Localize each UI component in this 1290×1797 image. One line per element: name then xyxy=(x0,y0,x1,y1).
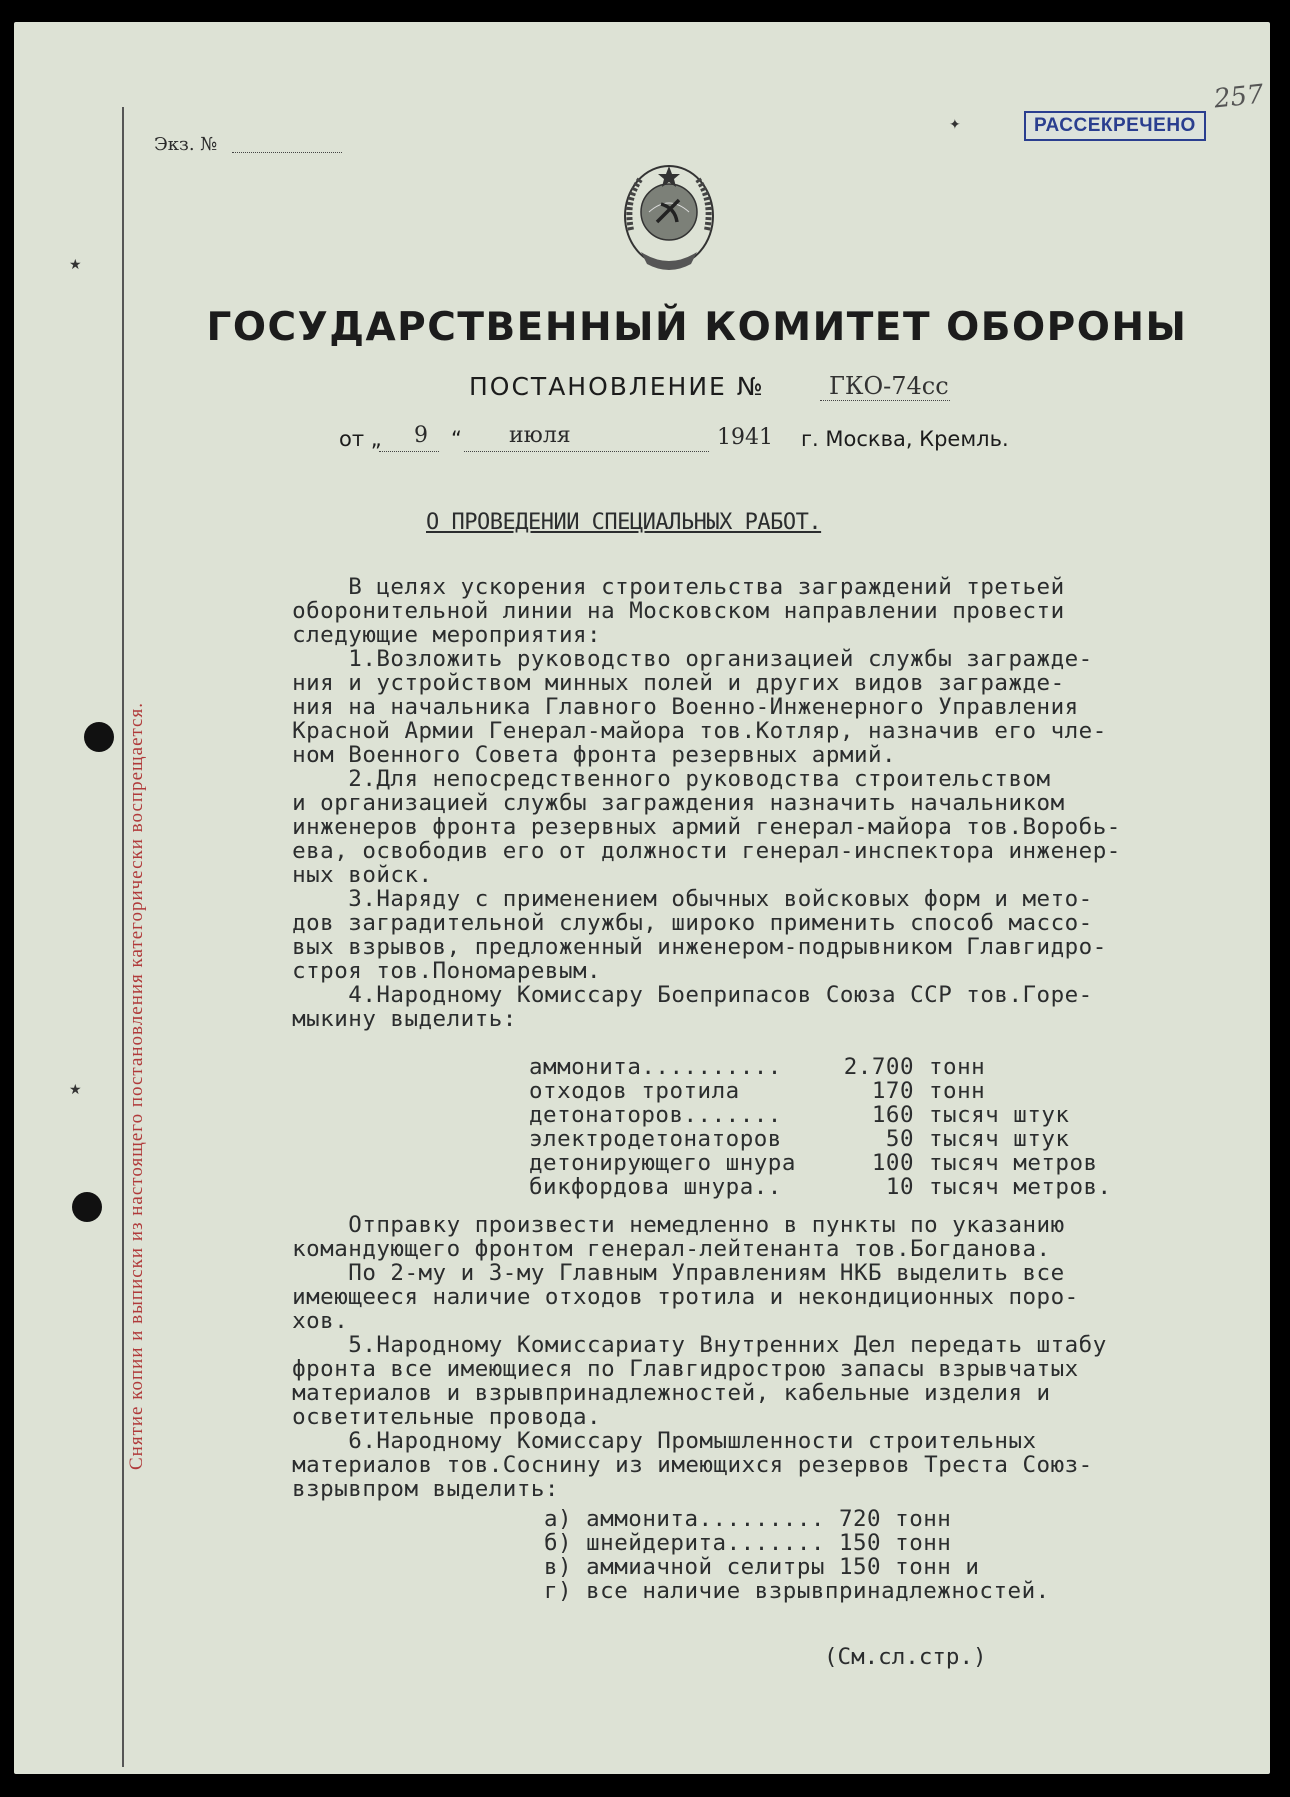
body-line: ева, освободив его от должности генерал-инспектора инженер- xyxy=(264,838,1121,864)
star-mark-icon: ★ xyxy=(69,1083,82,1098)
body-line: В целях ускорения строительства заграждений третьей xyxy=(264,574,1065,600)
body-line: ния и устройством минных полей и других видов загражде- xyxy=(264,670,1065,696)
body-line: хов. xyxy=(264,1308,349,1334)
body-text-1 xyxy=(264,574,1121,1032)
body-line: 6.Народному Комиссару Промышленности строительных xyxy=(264,1428,1037,1454)
document-sheet xyxy=(14,22,1270,1774)
list-item: б) шнейдерита....... 150 тонн xyxy=(544,1530,952,1556)
body-line: 1.Возложить руководство организацией службы загражде- xyxy=(264,646,1093,672)
state-emblem-icon xyxy=(619,160,719,278)
allocation-qty: 2.700 xyxy=(843,1054,914,1080)
body-line: 3.Наряду с применением обычных войсковых форм и мето- xyxy=(264,886,1093,912)
allocation-item: электродетонаторов xyxy=(529,1126,782,1152)
star-mark-icon: ★ xyxy=(69,258,82,273)
body-line: мыкину выделить: xyxy=(264,1006,517,1032)
allocation-unit: тысяч метров xyxy=(929,1150,1098,1176)
list-item: а) аммонита......... 720 тонн xyxy=(544,1506,952,1532)
allocation-unit: тысяч штук xyxy=(929,1126,1070,1152)
body-line: Красной Армии Генерал-майора тов.Котляр, назначив его чле- xyxy=(264,718,1107,744)
body-line: 5.Народному Комиссариату Внутренних Дел передать штабу xyxy=(264,1332,1107,1358)
body-line: вых взрывов, предложенный инженером-подрывником Главгидро- xyxy=(264,934,1107,960)
body-line: фронта все имеющиеся по Главгидрострою запасы взрывчатых xyxy=(264,1356,1079,1382)
date-month: июля xyxy=(509,423,571,448)
body-line: инженеров фронта резервных армий генерал-майора тов.Воробь- xyxy=(264,814,1121,840)
body-line: взрывпром выделить: xyxy=(264,1476,559,1502)
allocation-qty: 170 xyxy=(871,1078,914,1104)
date-prefix: от „ xyxy=(339,427,382,451)
body-line: материалов тов.Соснину из имеющихся резервов Треста Союз- xyxy=(264,1452,1093,1478)
allocation-item: бикфордова шнура.. xyxy=(529,1174,782,1200)
allocation-unit: тысяч штук xyxy=(929,1102,1070,1128)
body-line: осветительные провода. xyxy=(264,1404,602,1430)
body-line: 2.Для непосредственного руководства строительством xyxy=(264,766,1051,792)
body-line: ном Военного Совета фронта резервных армий. xyxy=(264,742,897,768)
side-warning-note: Снятие копии и выписки из настоящего постановления категорически воспрещается. xyxy=(126,702,147,1470)
allocation-unit: тонн xyxy=(929,1078,986,1104)
body-line: строя тов.Пономаревым. xyxy=(264,958,602,984)
body-line: и организацией службы заграждения назначить начальником xyxy=(264,790,1065,816)
allocation-qty: 50 xyxy=(885,1126,914,1152)
binder-hole-icon xyxy=(84,722,114,752)
allocation-item: аммонита.......... xyxy=(529,1054,782,1080)
allocation-unit: тысяч метров. xyxy=(929,1174,1112,1200)
body-line: 4.Народному Комиссару Боеприпасов Союза ССР тов.Горе- xyxy=(264,982,1093,1008)
allocation-unit: тонн xyxy=(929,1054,986,1080)
body-line: Отправку произвести немедленно в пункты по указанию xyxy=(264,1212,1065,1238)
body-line: ния на начальника Главного Военно-Инженерного Управления xyxy=(264,694,1079,720)
star-mark-icon: ✦ xyxy=(949,118,961,133)
allocation-table xyxy=(529,1054,1249,1204)
body-line: командующего фронтом генерал-лейтенанта тов.Богданова. xyxy=(264,1236,1051,1262)
body-line: ных войск. xyxy=(264,862,433,888)
allocation-item: детонаторов....... xyxy=(529,1102,782,1128)
decree-date-row xyxy=(339,423,1139,457)
body-line: По 2-му и 3-му Главным Управлениям НКБ выделить все xyxy=(264,1260,1065,1286)
body-text-2 xyxy=(264,1212,1107,1502)
margin-rule xyxy=(122,107,124,1767)
body-line: следующие мероприятия: xyxy=(264,622,602,648)
archive-page-number: 257 xyxy=(1212,79,1266,115)
body-line: дов заградительной службы, широко применить способ массо- xyxy=(264,910,1093,936)
body-line: имеющееся наличие отходов тротила и некондиционных поро- xyxy=(264,1284,1079,1310)
decree-number-line xyxy=(820,400,950,401)
body-line: материалов и взрывпринадлежностей, кабельные изделия и xyxy=(264,1380,1051,1406)
decree-number: ГКО-74сс xyxy=(829,372,949,400)
date-place: г. Москва, Кремль. xyxy=(801,427,1009,451)
continued-note: (См.сл.стр.) xyxy=(824,1644,987,1670)
allocation-qty: 10 xyxy=(885,1174,914,1200)
committee-title: ГОСУДАРСТВЕННЫЙ КОМИТЕТ ОБОРОНЫ xyxy=(206,305,1188,350)
allocation-item: отходов тротила xyxy=(529,1078,740,1104)
declassified-stamp: РАССЕКРЕЧЕНО xyxy=(1024,111,1206,141)
date-year: 1941 xyxy=(717,425,773,450)
body-line: оборонительной линии на Московском направлении провести xyxy=(264,598,1065,624)
copy-number-label: Экз. № xyxy=(154,134,218,155)
decree-label: ПОСТАНОВЛЕНИЕ № xyxy=(469,372,765,401)
materials-list xyxy=(544,1506,1050,1620)
list-item: г) все наличие взрывпринадлежностей. xyxy=(544,1578,1050,1604)
date-day: 9 xyxy=(414,423,428,448)
copy-number-line xyxy=(232,152,342,153)
allocation-qty: 160 xyxy=(871,1102,914,1128)
binder-hole-icon xyxy=(72,1192,102,1222)
allocation-qty: 100 xyxy=(871,1150,914,1176)
allocation-item: детонирующего шнура xyxy=(529,1150,796,1176)
date-quote: “ xyxy=(451,427,462,451)
document-subject: О ПРОВЕДЕНИИ СПЕЦИАЛЬНЫХ РАБОТ. xyxy=(426,510,822,535)
list-item: в) аммиачной селитры 150 тонн и xyxy=(544,1554,980,1580)
